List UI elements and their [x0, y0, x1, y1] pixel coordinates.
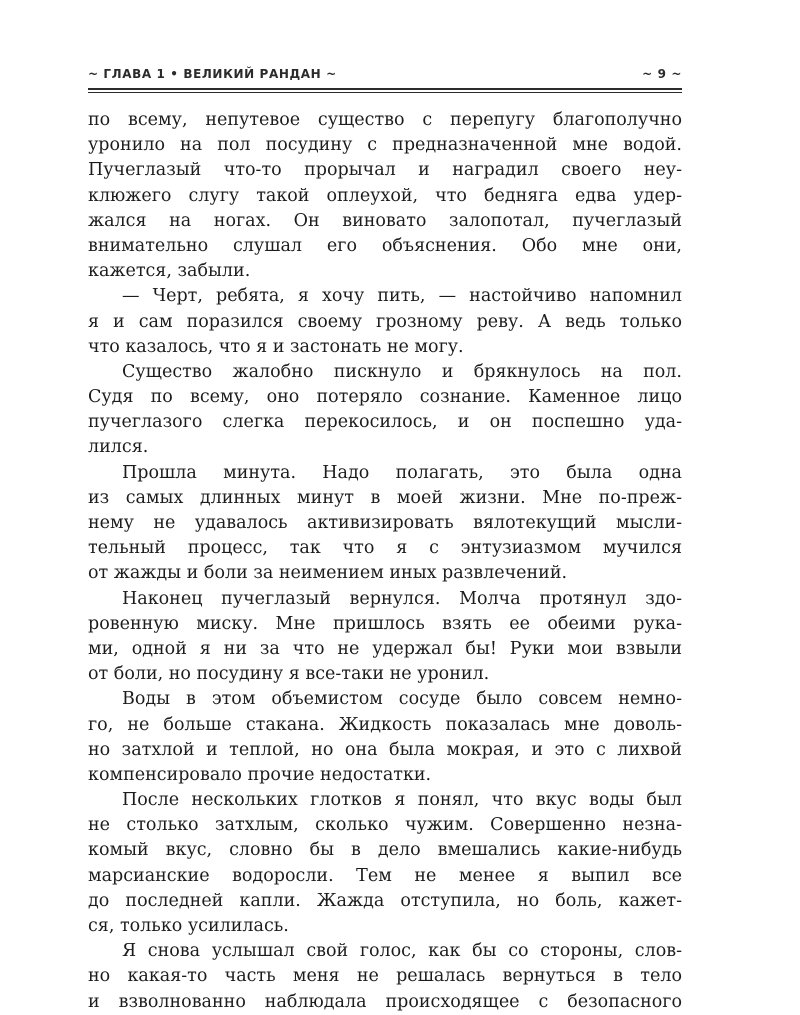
- chapter-title: ~ ГЛАВА 1 • ВЕЛИКИЙ РАНДАН ~: [88, 67, 337, 81]
- text-line: — Черт, ребята, я хочу пить, — настойчиво напомнил: [122, 286, 682, 307]
- text-line: жался на ногах. Он виновато залопотал, пучеглазый: [88, 210, 682, 231]
- text-line: что казалось, что я и застонать не могу.: [88, 336, 464, 357]
- text-line: от боли, но посудину я все-таки не уронил.: [88, 664, 490, 685]
- text-line: и взволнованно наблюдала происходящее с безопасного: [88, 991, 682, 1012]
- text-line: Существо жалобно пискнуло и брякнулось на пол.: [122, 361, 682, 382]
- text-line: комый вкус, словно бы в дело вмешались какие-нибудь: [88, 840, 682, 861]
- text-line: по всему, непутевое существо с перепугу благополучно: [88, 110, 682, 130]
- text-line: компенсировало прочие недостатки.: [88, 764, 432, 785]
- text-line: но какая-то часть меня не решалась вернуться в тело: [88, 966, 682, 987]
- text-line: до последней капли. Жажда отступила, но боль, кажет-: [88, 890, 682, 911]
- text-line: ся, только усилилась.: [88, 916, 289, 936]
- header-rule-thick: [88, 88, 682, 90]
- text-line: но затхлой и теплой, но она была мокрая, и это с лихвой: [88, 739, 682, 760]
- text-line: После нескольких глотков я понял, что вкус воды был: [122, 790, 682, 811]
- text-line: уронило на пол посудину с предназначенной мне водой.: [88, 135, 682, 156]
- text-line: марсианские водоросли. Тем не менее я выпил все: [88, 865, 682, 886]
- text-line: клюжего слугу такой оплеухой, что бедняга едва удер-: [88, 185, 682, 206]
- text-line: не столько затхлым, сколько чужим. Совершенно незна-: [88, 815, 682, 836]
- page-number: ~ 9 ~: [642, 67, 682, 81]
- text-line: Прошла минута. Надо полагать, это была одна: [122, 462, 682, 483]
- text-line: Я снова услышал свой голос, как бы со стороны, слов-: [122, 941, 682, 962]
- running-header: [88, 64, 682, 88]
- text-line: Судя по всему, оно потеряло сознание. Каменное лицо: [88, 387, 682, 408]
- text-line: тельный процесс, так что я с энтузиазмом мучился: [88, 538, 682, 559]
- text-line: нему не удавалось активизировать вялотекущий мысли-: [88, 513, 682, 533]
- text-line: пучеглазого слегка перекосилось, и он поспешно уда-: [88, 412, 682, 433]
- text-line: из самых длинных минут в моей жизни. Мне по-преж-: [88, 487, 682, 508]
- text-line: Наконец пучеглазый вернулся. Молча протянул здо-: [122, 588, 682, 609]
- text-line: я и сам поразился своему грозному реву. А ведь только: [88, 311, 682, 332]
- text-line: внимательно слушал его объяснения. Обо мне они,: [88, 235, 682, 256]
- text-line: Воды в этом объемистом сосуде было совсем немно-: [122, 689, 682, 710]
- text-line: ми, одной я ни за что не удержал бы! Руки мои взвыли: [88, 638, 682, 659]
- text-line: кажется, забыли.: [88, 261, 251, 282]
- text-line: ровенную миску. Мне пришлось взять ее обеими рука-: [88, 613, 682, 634]
- text-line: го, не больше стакана. Жидкость показалась мне доволь-: [88, 714, 682, 735]
- header-rule-thin: [88, 92, 682, 93]
- text-line: Пучеглазый что-то прорычал и наградил своего неу-: [88, 160, 682, 181]
- body-text: [88, 108, 682, 1015]
- text-line: от жажды и боли за неимением иных развлечений.: [88, 563, 568, 584]
- text-line: лился.: [88, 437, 149, 458]
